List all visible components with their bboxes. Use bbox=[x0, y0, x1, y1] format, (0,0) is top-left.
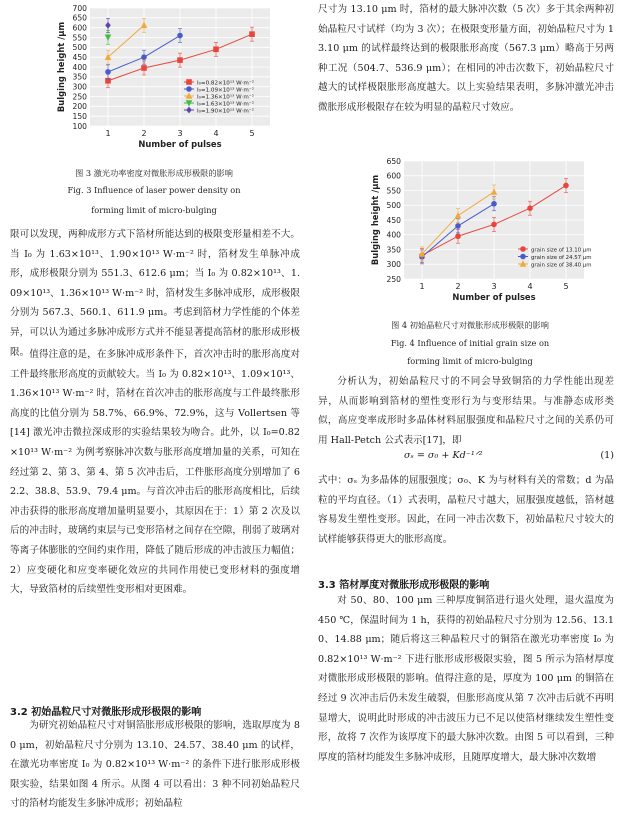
right-paragraph-3: 式中：σₛ 为多晶体的屈服强度；σ₀、K 为与材料有关的常数；d 为晶粒的平均直径。（1）式表明，晶粒尺寸越大，屈服强度越低，箔材越容易发生塑性变形。因此，在同一冲击次数下，初始晶粒尺寸较大的试样能够获得更大的胀形高度。 bbox=[318, 475, 614, 545]
y-tick-label: 100 bbox=[72, 121, 87, 131]
right-paragraph-1: 尺寸为 13.10 μm 时，箔材的最大脉冲次数（5 次）多于其余两种初始晶粒尺寸试样（均为 3 次）；在极限变形量方面，初始晶粒尺寸为 13.10 μm 的试样最终达到的极限胀形高度（567.3 μm）略高于另两种工况（504.7、536.9 μm）；在相同的冲击次数下，初始晶粒尺寸越大的试样极限胀形高度越大。以上实验结果表明，多脉冲激光冲击微胀形成形极限存在较为明显的晶粒尺寸效应。 bbox=[318, 4, 614, 113]
y-tick-label: 550 bbox=[386, 186, 401, 196]
data-point bbox=[491, 222, 497, 228]
legend-label: grain size of 24.57 μm bbox=[531, 254, 592, 261]
legend-label: I₀=1.63×10¹³ W·m⁻² bbox=[197, 101, 255, 108]
x-tick-label: 3 bbox=[491, 282, 497, 291]
x-tick-label: 1 bbox=[105, 129, 111, 138]
data-point bbox=[455, 223, 461, 229]
x-axis-label: Number of pulses bbox=[452, 292, 536, 302]
legend-marker bbox=[186, 79, 192, 85]
y-tick-label: 600 bbox=[386, 171, 401, 181]
x-tick-label: 5 bbox=[563, 282, 569, 291]
y-tick-label: 250 bbox=[72, 92, 87, 102]
data-point bbox=[177, 33, 183, 39]
figure3-chart bbox=[42, 0, 280, 152]
figure3-caption-en-line1: Fig. 3 Influence of laser power density on bbox=[67, 185, 241, 195]
data-point bbox=[105, 69, 111, 75]
y-tick-label: 350 bbox=[72, 72, 87, 82]
data-point bbox=[527, 205, 533, 211]
left-paragraph-3: 为研究初始晶粒尺寸对铜箔胀形成形极限的影响，选取厚度为 80 μm，初始晶粒尺寸分别为 13.10、24.57、38.40 μm 的试样，在激光功率密度 I₀ 为 0.82×10¹³ W·m⁻² 的条件下进行胀形成形极限实验，结果如图 4 所示。从图 4 可以看出：3 种不同初始晶粒尺寸的箔材均能发生多脉冲成形；初始晶粒 bbox=[10, 720, 300, 810]
legend-label: I₀=1.90×10¹³ W·m⁻² bbox=[197, 108, 255, 115]
figure4-caption-zh: 图 4 初始晶粒尺寸对微胀形成形极限的影响 bbox=[391, 320, 549, 330]
y-tick-label: 700 bbox=[72, 3, 87, 13]
x-axis-label: Number of pulses bbox=[138, 139, 222, 149]
y-tick-label: 300 bbox=[386, 260, 401, 270]
legend-label: I₀=1.36×10¹³ W·m⁻² bbox=[197, 94, 255, 101]
equation-body: σₛ = σ₀ + Kd⁻¹ᐟ² bbox=[404, 450, 483, 461]
y-tick-label: 200 bbox=[72, 102, 87, 112]
x-tick-label: 5 bbox=[249, 129, 255, 138]
y-axis-label: Bulging height /μm bbox=[56, 21, 66, 113]
legend-marker bbox=[186, 86, 192, 92]
legend-marker bbox=[520, 246, 526, 252]
figure3-caption-en-line2: forming limit of micro-bulging bbox=[91, 205, 217, 215]
x-tick-label: 4 bbox=[527, 282, 533, 291]
figure3-caption-zh: 图 3 激光功率密度对微胀形成形极限的影响 bbox=[75, 168, 233, 178]
y-tick-label: 550 bbox=[72, 33, 87, 43]
x-tick-label: 2 bbox=[141, 129, 147, 138]
section-heading-3-3: 3.3 箔材厚度对微胀形成形极限的影响 bbox=[318, 580, 490, 591]
data-point bbox=[563, 183, 569, 189]
x-tick-label: 1 bbox=[419, 282, 425, 291]
right-paragraph-4: 对 50、80、100 μm 三种厚度铜箔进行退火处理，退火温度为 450 ℃，保温时间为 1 h，获得的初始晶粒尺寸分别为 12.56、13.10、14.88 μm；随后将这三种晶粒尺寸的铜箔在激光功率密度 I₀ 为 0.82×10¹³ W·m⁻² 下进行胀形成形极限实验，图 5 所示为箔材厚度对微胀形成形极限的影响。值得注意的是，厚度为 100 μm 的铜箔在经过 9 次冲击后仍未发生破裂，但胀形高度从第 7 次冲击后就不再明显增大，说明此时形成的冲击波压力已不足以使箔材继续发生塑性变形，故将 7 次作为该厚度下的最大脉冲次数。由图 5 可以看到，三种厚度的箔材均能发生多脉冲成形，且随厚度增大，最大脉冲次数增 bbox=[318, 595, 614, 763]
data-point bbox=[491, 201, 497, 207]
data-point bbox=[213, 47, 219, 53]
y-tick-label: 350 bbox=[386, 245, 401, 255]
equation-number: (1) bbox=[600, 450, 614, 461]
legend-marker bbox=[520, 254, 526, 260]
x-tick-label: 4 bbox=[213, 129, 219, 138]
data-point bbox=[141, 54, 147, 60]
y-tick-label: 500 bbox=[72, 43, 87, 53]
y-tick-label: 450 bbox=[72, 52, 87, 62]
y-tick-label: 500 bbox=[386, 201, 401, 211]
data-point bbox=[455, 233, 461, 239]
data-point bbox=[141, 65, 147, 71]
left-paragraph-2: 值得注意的是，在多脉冲成形条件下，首次冲击时的胀形高度对工件最终胀形高度的贡献较大。当 I₀ 为 0.82×10¹³、1.09×10¹³、1.36×10¹³ W·m⁻² 时，箔材在首次冲击的胀形高度与工件最终胀形高度的比值分别为 58.7%、66.9%、72.9%，这与 Vollertsen 等[14] 激光冲击微拉深成形的实验结果较为吻合。此外，以 I₀=0.82×10¹³ W·m⁻² 为例考察脉冲次数与胀形高度增加量的关系，可知在经过第 2、第 3、第 4、第 5 次冲击后，工件胀形高度分别增加了 62.2、38.8、53.9、79.4 μm。与首次冲击后的胀形高度相比，后续冲击获得的胀形高度增加量明显要小，其原因在于：1）第 2 次及以后的冲击时，玻璃约束层与已变形箔材之间存在空隙，削弱了玻璃对等离子体膨胀的空间约束作用，降低了随后形成的冲击波压力幅值；2）应变硬化和应变率硬化效应的共同作用使已变形材料的强度增大，导致箔材的后续塑性变形相对更困难。 bbox=[10, 349, 300, 596]
legend-label: I₀=0.82×10¹³ W·m⁻² bbox=[197, 80, 255, 87]
right-paragraph-2: 分析认为，初始晶粒尺寸的不同会导致铜箔的力学性能出现差异，从而影响到箔材的塑性变形行为与变形结果。与准静态成形类似，高应变率成形时多晶体材料屈服强度和晶粒尺寸之间的关系仍可用 Hall-Petch 公式表示[17]，即 bbox=[318, 376, 614, 446]
figure4-caption-en-line1: Fig. 4 Influence of initial grain size on bbox=[390, 338, 550, 348]
y-tick-label: 150 bbox=[72, 111, 87, 121]
left-paragraph-1: 限可以发现，两种成形方式下箔材所能达到的极限变形量相差不大。当 I₀ 为 1.63×10¹³、1.90×10¹³ W·m⁻² 时，箔材发生单脉冲成形，成形极限分别为 551.3、612.6 μm；当 I₀ 为 0.82×10¹³、1.09×10¹³、1.36×10¹³ W·m⁻² 时，箔材发生多脉冲成形，成形极限分别为 567.3、560.1、611.9 μm。考虑到箔材力学性能的个体差异，可以认为通过多脉冲成形方式并不能显著提高箔材的胀形成形极限。 bbox=[10, 229, 300, 358]
legend-label: I₀=1.09×10¹³ W·m⁻² bbox=[197, 87, 255, 94]
y-tick-label: 650 bbox=[72, 13, 87, 23]
data-point bbox=[177, 57, 183, 63]
y-tick-label: 450 bbox=[386, 215, 401, 225]
figure4-chart bbox=[356, 155, 594, 303]
y-tick-label: 600 bbox=[72, 23, 87, 33]
y-tick-label: 650 bbox=[386, 156, 401, 166]
x-tick-label: 2 bbox=[455, 282, 461, 291]
legend-label: grain size of 38.40 μm bbox=[531, 262, 592, 269]
data-point bbox=[249, 31, 255, 37]
y-tick-label: 400 bbox=[386, 230, 401, 240]
y-tick-label: 400 bbox=[72, 62, 87, 72]
x-tick-label: 3 bbox=[177, 129, 183, 138]
y-tick-label: 250 bbox=[386, 274, 401, 284]
y-axis-label: Bulging height /μm bbox=[370, 174, 380, 266]
figure4-caption-en-line2: forming limit of micro-bulging bbox=[407, 356, 533, 366]
y-tick-label: 300 bbox=[72, 82, 87, 92]
section-heading-3-2: 3.2 初始晶粒尺寸对微胀形成形极限的影响 bbox=[10, 707, 202, 718]
legend-label: grain size of 13.10 μm bbox=[531, 247, 592, 254]
